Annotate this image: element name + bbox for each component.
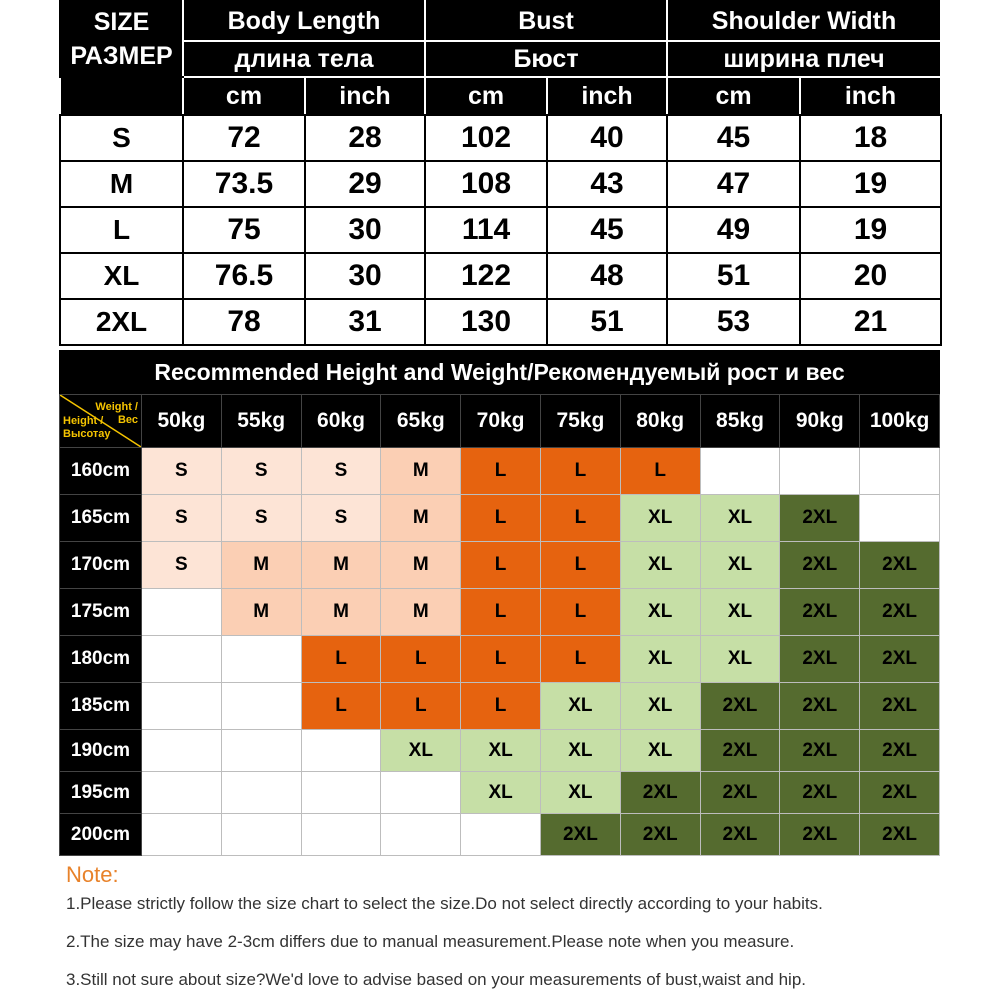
measurement-bust-cm: 102	[425, 115, 547, 161]
size-recommendation-cell: S	[221, 495, 301, 542]
measurement-bust-in: 43	[547, 161, 667, 207]
size-recommendation-cell: M	[221, 542, 301, 589]
size-recommendation-cell: 2XL	[620, 814, 700, 856]
measurement-body-cm: 72	[183, 115, 305, 161]
size-recommendation-cell: L	[620, 448, 700, 495]
measurement-bust-cm: 108	[425, 161, 547, 207]
size-recommendation-cell: L	[461, 448, 541, 495]
size-recommendation-cell: 2XL	[780, 730, 860, 772]
size-recommendation-cell: XL	[461, 772, 541, 814]
measurement-body-cm: 73.5	[183, 161, 305, 207]
size-row	[60, 253, 941, 299]
size-label: XL	[60, 253, 183, 299]
size-recommendation-cell: 2XL	[780, 636, 860, 683]
empty-cell	[142, 814, 222, 856]
height-row	[60, 683, 940, 730]
weight-header: 85kg	[700, 395, 780, 448]
measurement-bust-in: 48	[547, 253, 667, 299]
measurement-bust-cm: 130	[425, 299, 547, 345]
size-recommendation-cell: L	[540, 448, 620, 495]
size-recommendation-cell: L	[461, 589, 541, 636]
empty-cell	[142, 772, 222, 814]
size-recommendation-cell: XL	[620, 730, 700, 772]
weight-header: 90kg	[780, 395, 860, 448]
bust-header-ru: Бюст	[425, 41, 667, 77]
size-recommendation-cell: 2XL	[860, 636, 940, 683]
unit-cm: cm	[667, 77, 800, 115]
corner-weight-label: Weight / Вес	[95, 401, 138, 426]
empty-cell	[461, 814, 541, 856]
size-recommendation-cell: 2XL	[860, 772, 940, 814]
size-row	[60, 161, 941, 207]
measurement-body-in: 31	[305, 299, 425, 345]
size-recommendation-cell: L	[540, 636, 620, 683]
size-recommendation-cell: 2XL	[780, 772, 860, 814]
size-recommendation-cell: L	[461, 495, 541, 542]
size-recommendation-cell: L	[540, 589, 620, 636]
unit-inch: inch	[305, 77, 425, 115]
size-recommendation-cell: XL	[700, 495, 780, 542]
size-recommendation-cell: XL	[620, 589, 700, 636]
size-recommendation-cell: 2XL	[860, 683, 940, 730]
measurement-sh-in: 18	[800, 115, 941, 161]
height-label: 165cm	[60, 495, 142, 542]
measurement-sh-cm: 53	[667, 299, 800, 345]
size-recommendation-cell: 2XL	[620, 772, 700, 814]
empty-cell	[381, 772, 461, 814]
size-recommendation-cell: L	[540, 495, 620, 542]
size-row	[60, 207, 941, 253]
measurement-sh-in: 19	[800, 207, 941, 253]
empty-cell	[142, 636, 222, 683]
body-length-header: Body Length	[183, 1, 425, 41]
size-recommendation-cell: XL	[620, 542, 700, 589]
size-recommendation-cell: XL	[540, 772, 620, 814]
empty-cell	[301, 772, 381, 814]
height-label: 180cm	[60, 636, 142, 683]
measurement-sh-in: 20	[800, 253, 941, 299]
note-line: 3.Still not sure about size?We'd love to advise based on your measurements of bust,waist and hip.	[66, 970, 807, 989]
height-label: 175cm	[60, 589, 142, 636]
weight-header: 80kg	[620, 395, 700, 448]
size-recommendation-cell: 2XL	[700, 772, 780, 814]
size-recommendation-cell: M	[381, 542, 461, 589]
size-recommendation-cell: 2XL	[860, 730, 940, 772]
empty-cell	[700, 448, 780, 495]
size-recommendation-cell: 2XL	[700, 814, 780, 856]
notes-section	[66, 862, 966, 1008]
size-recommendation-cell: 2XL	[780, 495, 860, 542]
measurement-sh-cm: 51	[667, 253, 800, 299]
size-chart-table	[59, 0, 942, 346]
size-recommendation-cell: L	[381, 683, 461, 730]
size-recommendation-cell: XL	[700, 542, 780, 589]
size-recommendation-cell: XL	[700, 589, 780, 636]
size-recommendation-cell: S	[221, 448, 301, 495]
measurement-sh-cm: 45	[667, 115, 800, 161]
size-recommendation-cell: 2XL	[780, 589, 860, 636]
measurement-sh-in: 19	[800, 161, 941, 207]
empty-cell	[860, 495, 940, 542]
size-recommendation-cell: 2XL	[860, 814, 940, 856]
size-row	[60, 299, 941, 345]
measurement-body-cm: 75	[183, 207, 305, 253]
weight-header: 60kg	[301, 395, 381, 448]
size-recommendation-cell: M	[301, 589, 381, 636]
measurement-sh-cm: 47	[667, 161, 800, 207]
empty-cell	[301, 814, 381, 856]
height-row	[60, 448, 940, 495]
unit-inch: inch	[547, 77, 667, 115]
height-row	[60, 814, 940, 856]
weight-header: 70kg	[461, 395, 541, 448]
size-recommendation-cell: M	[381, 495, 461, 542]
measurement-body-cm: 76.5	[183, 253, 305, 299]
size-row	[60, 115, 941, 161]
size-recommendation-cell: 2XL	[860, 589, 940, 636]
size-recommendation-cell: S	[142, 495, 222, 542]
height-row	[60, 636, 940, 683]
size-recommendation-cell: 2XL	[700, 730, 780, 772]
size-recommendation-cell: L	[301, 683, 381, 730]
measurement-bust-in: 40	[547, 115, 667, 161]
size-recommendation-cell: XL	[461, 730, 541, 772]
empty-cell	[381, 814, 461, 856]
size-recommendation-cell: XL	[620, 495, 700, 542]
note-line: 2.The size may have 2-3cm differs due to manual measurement.Please note when you measure.	[66, 932, 795, 951]
size-recommendation-cell: S	[301, 495, 381, 542]
empty-cell	[780, 448, 860, 495]
note-title: Note:	[66, 862, 119, 887]
height-row	[60, 589, 940, 636]
weight-header: 55kg	[221, 395, 301, 448]
height-label: 195cm	[60, 772, 142, 814]
unit-inch: inch	[800, 77, 941, 115]
size-recommendation-cell: XL	[700, 636, 780, 683]
measurement-body-cm: 78	[183, 299, 305, 345]
unit-cm: cm	[425, 77, 547, 115]
empty-cell	[221, 772, 301, 814]
size-recommendation-cell: 2XL	[700, 683, 780, 730]
empty-cell	[221, 636, 301, 683]
empty-cell	[142, 589, 222, 636]
measurement-body-in: 28	[305, 115, 425, 161]
size-recommendation-cell: S	[301, 448, 381, 495]
size-label: M	[60, 161, 183, 207]
size-recommendation-cell: 2XL	[780, 814, 860, 856]
unit-cm: cm	[183, 77, 305, 115]
size-recommendation-cell: L	[301, 636, 381, 683]
size-recommendation-cell: M	[221, 589, 301, 636]
measurement-body-in: 29	[305, 161, 425, 207]
height-row	[60, 542, 940, 589]
measurement-bust-cm: 122	[425, 253, 547, 299]
height-label: 160cm	[60, 448, 142, 495]
measurement-sh-in: 21	[800, 299, 941, 345]
measurement-body-in: 30	[305, 253, 425, 299]
size-recommendation-cell: XL	[620, 683, 700, 730]
empty-cell	[860, 448, 940, 495]
empty-cell	[142, 683, 222, 730]
size-label: L	[60, 207, 183, 253]
size-recommendation-cell: L	[540, 542, 620, 589]
size-recommendation-cell: L	[461, 683, 541, 730]
size-header-spacer	[60, 77, 183, 115]
size-recommendation-cell: XL	[540, 730, 620, 772]
size-recommendation-cell: 2XL	[780, 542, 860, 589]
height-label: 185cm	[60, 683, 142, 730]
size-recommendation-cell: M	[301, 542, 381, 589]
size-label: S	[60, 115, 183, 161]
size-recommendation-cell: M	[381, 589, 461, 636]
measurement-bust-in: 45	[547, 207, 667, 253]
height-row	[60, 495, 940, 542]
shoulder-width-header: Shoulder Width	[667, 1, 941, 41]
bust-header: Bust	[425, 1, 667, 41]
measurement-sh-cm: 49	[667, 207, 800, 253]
size-recommendation-cell: XL	[540, 683, 620, 730]
height-label: 170cm	[60, 542, 142, 589]
measurement-body-in: 30	[305, 207, 425, 253]
empty-cell	[221, 814, 301, 856]
size-recommendation-cell: 2XL	[540, 814, 620, 856]
measurement-bust-in: 51	[547, 299, 667, 345]
empty-cell	[221, 730, 301, 772]
size-header: SIZE РАЗМЕР	[60, 1, 183, 77]
recommendation-chart	[59, 350, 940, 856]
empty-cell	[142, 730, 222, 772]
height-label: 200cm	[60, 814, 142, 856]
weight-header: 65kg	[381, 395, 461, 448]
recommendation-title: Recommended Height and Weight/Рекомендуемый рост и вес	[59, 350, 940, 394]
size-label: 2XL	[60, 299, 183, 345]
size-recommendation-cell: XL	[381, 730, 461, 772]
size-recommendation-cell: 2XL	[860, 542, 940, 589]
note-line: 1.Please strictly follow the size chart to select the size.Do not select directly according to your habits.	[66, 894, 823, 913]
size-recommendation-cell: XL	[620, 636, 700, 683]
height-row	[60, 772, 940, 814]
size-recommendation-cell: M	[381, 448, 461, 495]
measurement-bust-cm: 114	[425, 207, 547, 253]
empty-cell	[301, 730, 381, 772]
weight-header: 75kg	[540, 395, 620, 448]
corner-height-label: Height / Высотау	[63, 415, 111, 440]
size-recommendation-cell: L	[461, 542, 541, 589]
weight-header: 100kg	[860, 395, 940, 448]
height-weight-corner	[60, 395, 142, 448]
size-recommendation-cell: S	[142, 448, 222, 495]
size-recommendation-cell: 2XL	[780, 683, 860, 730]
height-label: 190cm	[60, 730, 142, 772]
size-recommendation-cell: S	[142, 542, 222, 589]
height-row	[60, 730, 940, 772]
size-recommendation-cell: L	[381, 636, 461, 683]
empty-cell	[221, 683, 301, 730]
size-recommendation-cell: L	[461, 636, 541, 683]
body-length-header-ru: длина тела	[183, 41, 425, 77]
recommendation-table	[59, 394, 940, 856]
shoulder-width-header-ru: ширина плеч	[667, 41, 941, 77]
weight-header: 50kg	[142, 395, 222, 448]
